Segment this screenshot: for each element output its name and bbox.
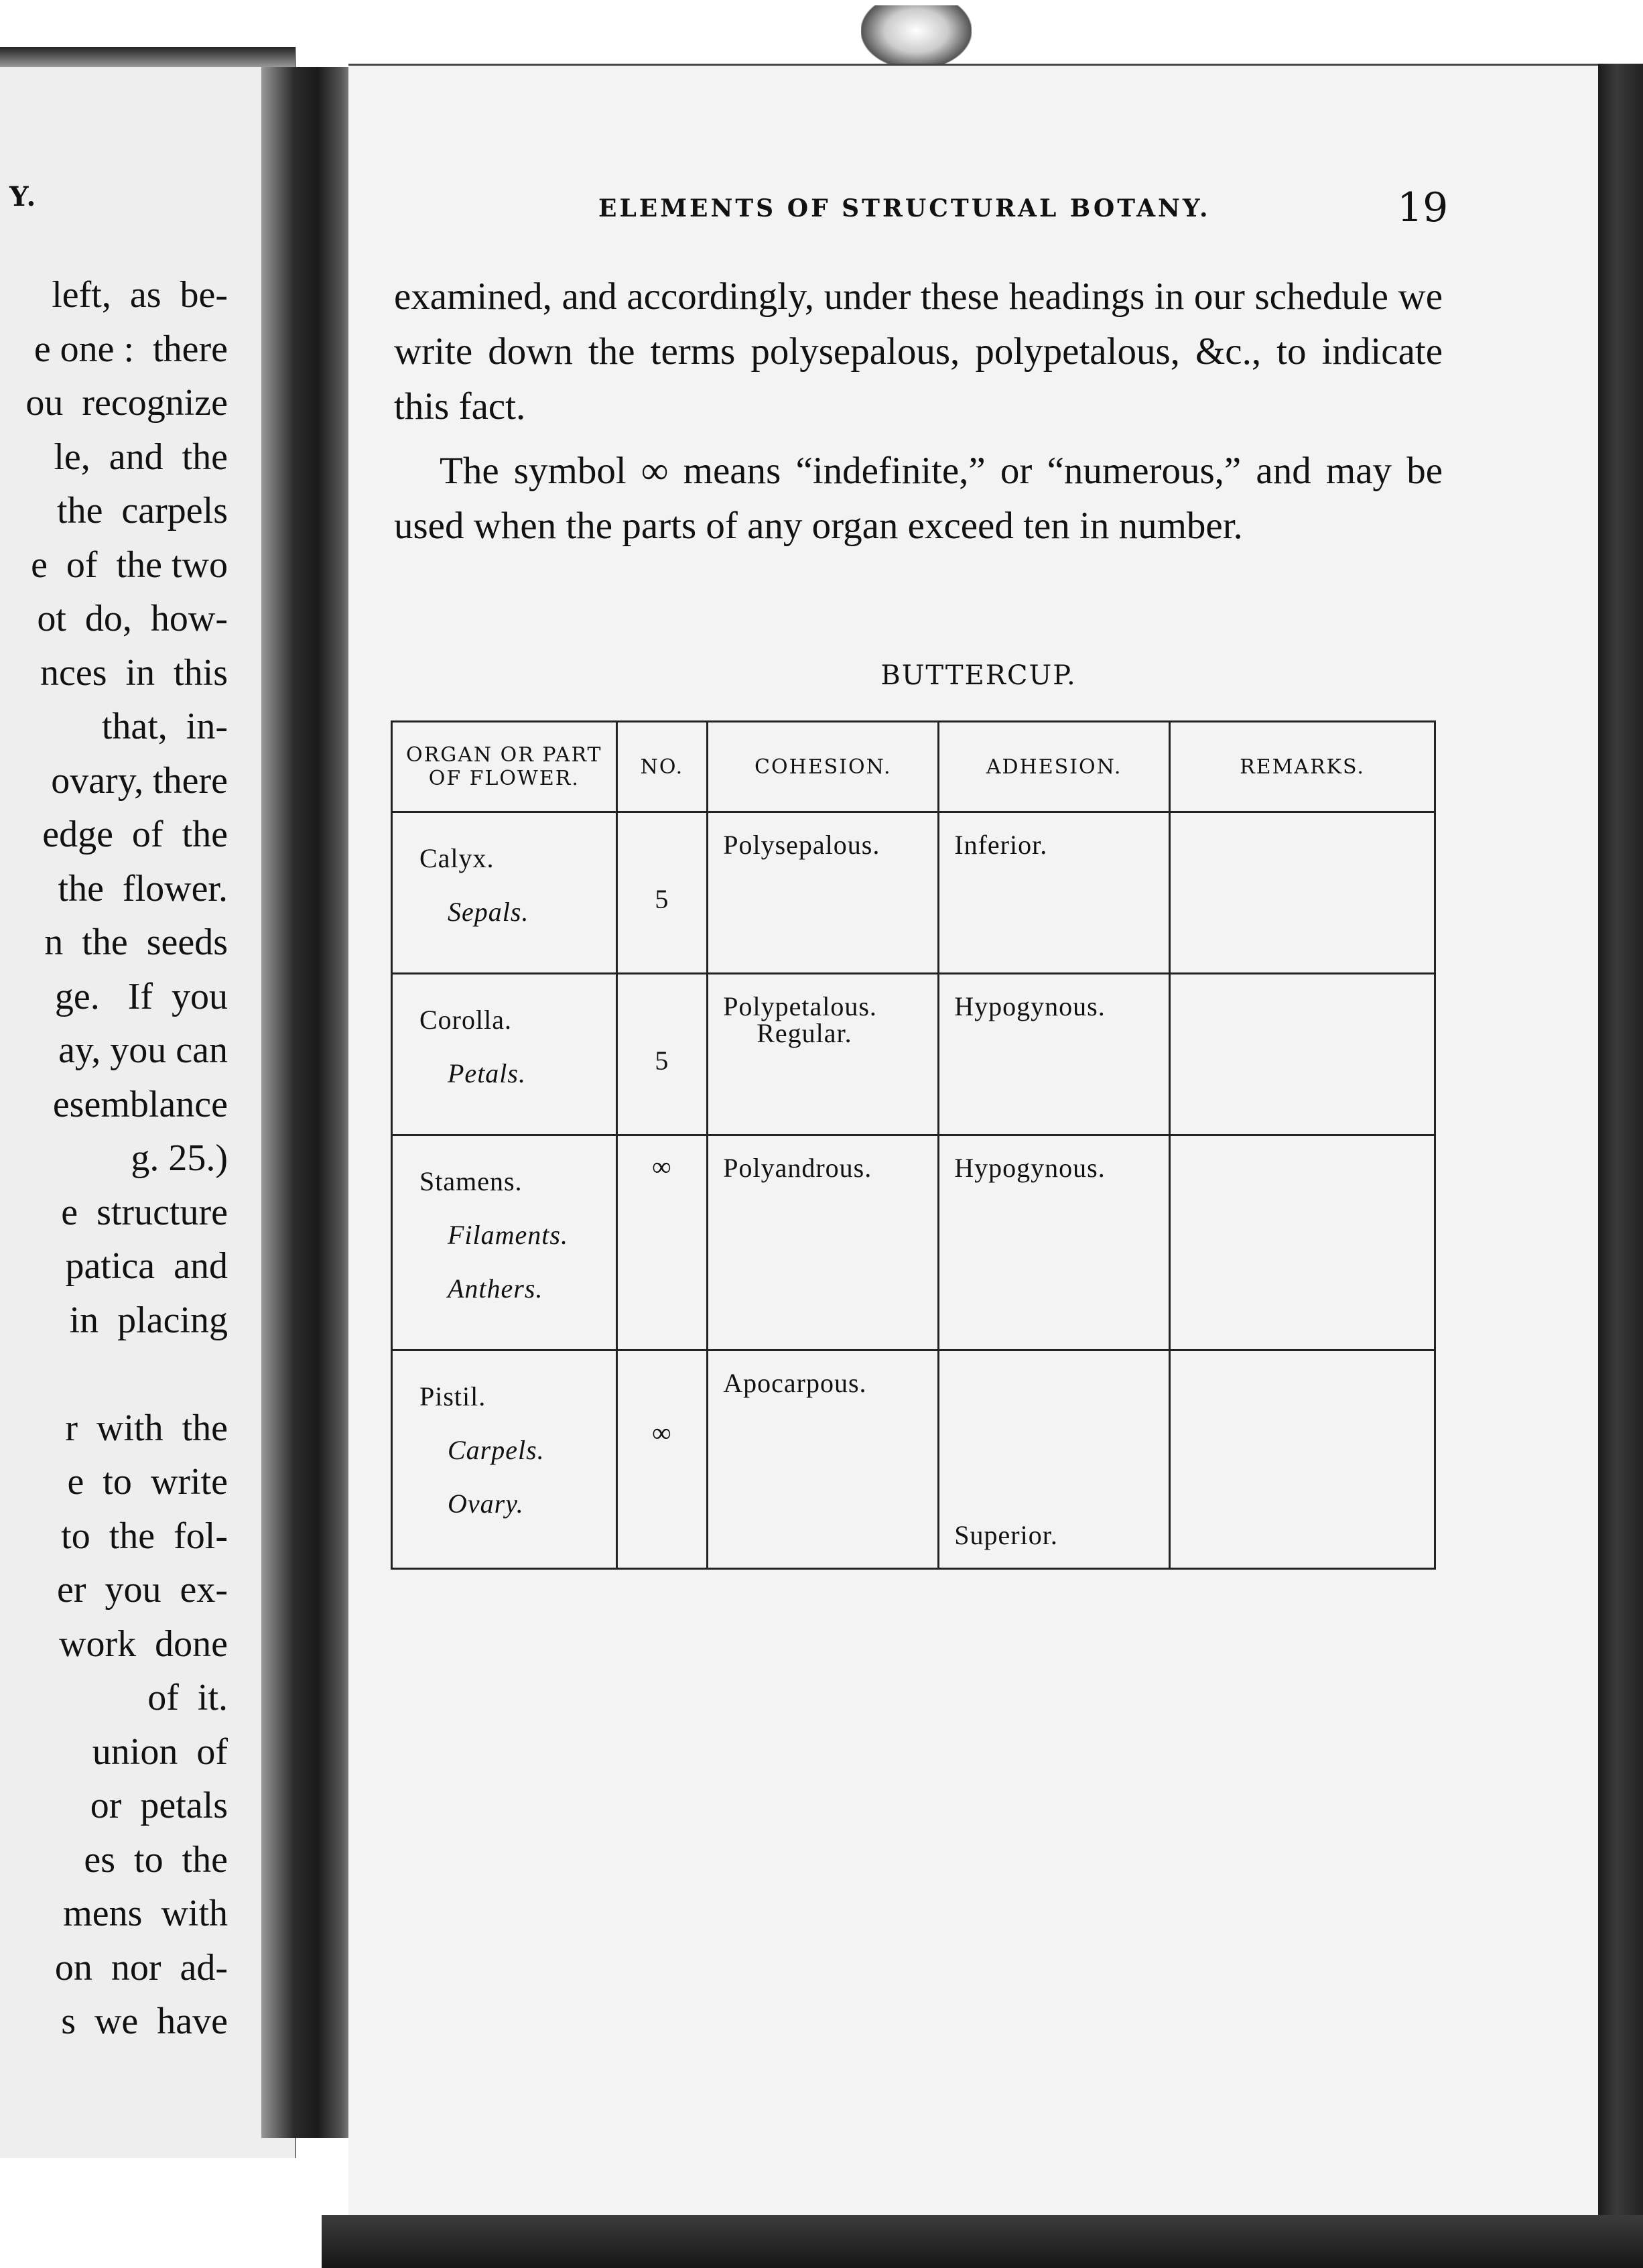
left-page-line: union of [92, 1730, 228, 1773]
left-page-line: mens with [63, 1893, 228, 1934]
cohesion-cell [708, 1350, 939, 1569]
left-page-line: e of the two [31, 544, 228, 586]
header-no: NO. [616, 722, 708, 812]
left-page-line: of it. [147, 1677, 228, 1718]
header-adhesion: ADHESION. [939, 722, 1170, 812]
left-page-line: le, and the [54, 436, 228, 478]
number-value: ∞ [652, 1418, 672, 1448]
cohesion-value: Polyandrous. [723, 1153, 872, 1183]
organ-name: Calyx. [419, 843, 495, 873]
organ-part: Filaments. [448, 1220, 568, 1250]
adhesion-value: Hypogynous. [954, 991, 1106, 1021]
number-value: ∞ [652, 1151, 672, 1182]
table-header-row [392, 722, 1435, 812]
number-value: 5 [655, 1046, 669, 1076]
left-page-line: left, as be- [52, 274, 228, 316]
organ-part: Anthers. [448, 1273, 543, 1304]
running-head: ELEMENTS OF STRUCTURAL BOTANY. [598, 194, 1211, 223]
table-row [392, 1350, 1435, 1569]
left-page-text [25, 268, 228, 2049]
organ-cell [392, 1135, 617, 1350]
cohesion-value: Apocarpous. [723, 1368, 867, 1398]
organ-name: Stamens. [419, 1166, 523, 1196]
left-page-line: s we have [61, 2001, 228, 2042]
cohesion-subvalue: Regular. [757, 1018, 852, 1048]
left-page-top-edge [0, 47, 295, 67]
header-organ: ORGAN OR PART OF FLOWER. [392, 722, 617, 812]
left-page-line: on nor ad- [54, 1946, 228, 1989]
table-row [392, 812, 1435, 974]
paragraph-1: examined, and accordingly, under these headings in our schedule we write down the terms polysepalous, polypetalous, &c., to indicate this fact. [394, 275, 1443, 428]
number-cell [616, 1135, 708, 1350]
remarks-cell [1170, 1350, 1435, 1569]
left-page-line: ot do, how- [37, 598, 228, 639]
left-page-line: ovary, there [51, 759, 228, 802]
adhesion-value: Superior. [954, 1520, 1058, 1550]
organ-part: Petals. [448, 1058, 526, 1088]
page-bottom-edge [322, 2215, 1643, 2268]
table-row [392, 1135, 1435, 1350]
organ-cell [392, 1350, 617, 1569]
left-page [0, 47, 296, 2158]
number-cell [616, 812, 708, 974]
organ-cell [392, 812, 617, 974]
paragraph-2: The symbol ∞ means “indefinite,” or “numerous,” and may be used when the parts of any organ exceed ten in number. [394, 450, 1443, 547]
left-page-line: es to the [84, 1838, 228, 1881]
left-page-line: or petals [90, 1785, 228, 1826]
cohesion-cell [708, 1135, 939, 1350]
left-page-line [25, 1347, 228, 1401]
torn-page-corner [861, 5, 972, 69]
organ-cell [392, 974, 617, 1135]
left-page-line: the carpels [57, 490, 228, 531]
left-page-line: e one : there [34, 328, 228, 370]
remarks-cell [1170, 974, 1435, 1135]
left-page-line: that, in- [101, 706, 228, 747]
left-page-line: ou recognize [25, 382, 228, 424]
table-title: BUTTERCUP. [880, 660, 1077, 691]
buttercup-table [391, 720, 1436, 1570]
number-cell [616, 1350, 708, 1569]
header-cohesion: COHESION. [708, 722, 939, 812]
left-page-line: g. 25.) [131, 1137, 228, 1179]
left-page-line: esemblance [52, 1083, 228, 1125]
left-page-line: nces in this [40, 651, 228, 694]
left-page-line: patica and [65, 1245, 228, 1287]
adhesion-cell [939, 812, 1170, 974]
number-value: 5 [655, 884, 669, 914]
left-page-line: in placing [69, 1299, 228, 1341]
book-gutter [261, 67, 355, 2138]
adhesion-cell [939, 1350, 1170, 1569]
remarks-cell [1170, 1135, 1435, 1350]
left-page-line: to the fol- [61, 1515, 228, 1557]
left-page-line: e structure [61, 1191, 228, 1233]
left-page-line: r with the [65, 1407, 228, 1449]
header-remarks: REMARKS. [1170, 722, 1435, 812]
cohesion-cell [708, 812, 939, 974]
organ-part: Ovary. [448, 1489, 524, 1519]
table-row [392, 974, 1435, 1135]
organ-part: Carpels. [448, 1435, 545, 1465]
cohesion-cell [708, 974, 939, 1135]
left-page-line: e to write [67, 1461, 228, 1503]
page-number: 19 [1397, 184, 1449, 231]
page-fore-edge [1598, 64, 1643, 2268]
adhesion-cell [939, 974, 1170, 1135]
left-page-line: n the seeds [44, 922, 228, 963]
left-page-line: er you ex- [56, 1569, 228, 1611]
left-page-line: edge of the [42, 814, 228, 855]
left-page-line: work done [59, 1623, 228, 1665]
left-page-line: ge. If you [54, 975, 228, 1017]
organ-name: Corolla. [419, 1005, 512, 1035]
remarks-cell [1170, 812, 1435, 974]
left-page-line: ay, you can [58, 1029, 228, 1071]
left-running-head-fragment: Y. [9, 181, 38, 212]
adhesion-value: Inferior. [954, 830, 1048, 860]
number-cell [616, 974, 708, 1135]
cohesion-value: Polysepalous. [723, 830, 880, 860]
organ-part: Sepals. [448, 897, 529, 927]
left-page-line: the flower. [58, 867, 228, 909]
organ-name: Pistil. [419, 1381, 486, 1411]
adhesion-value: Hypogynous. [954, 1153, 1106, 1183]
adhesion-cell [939, 1135, 1170, 1350]
cohesion-value: Polypetalous. [723, 991, 877, 1021]
